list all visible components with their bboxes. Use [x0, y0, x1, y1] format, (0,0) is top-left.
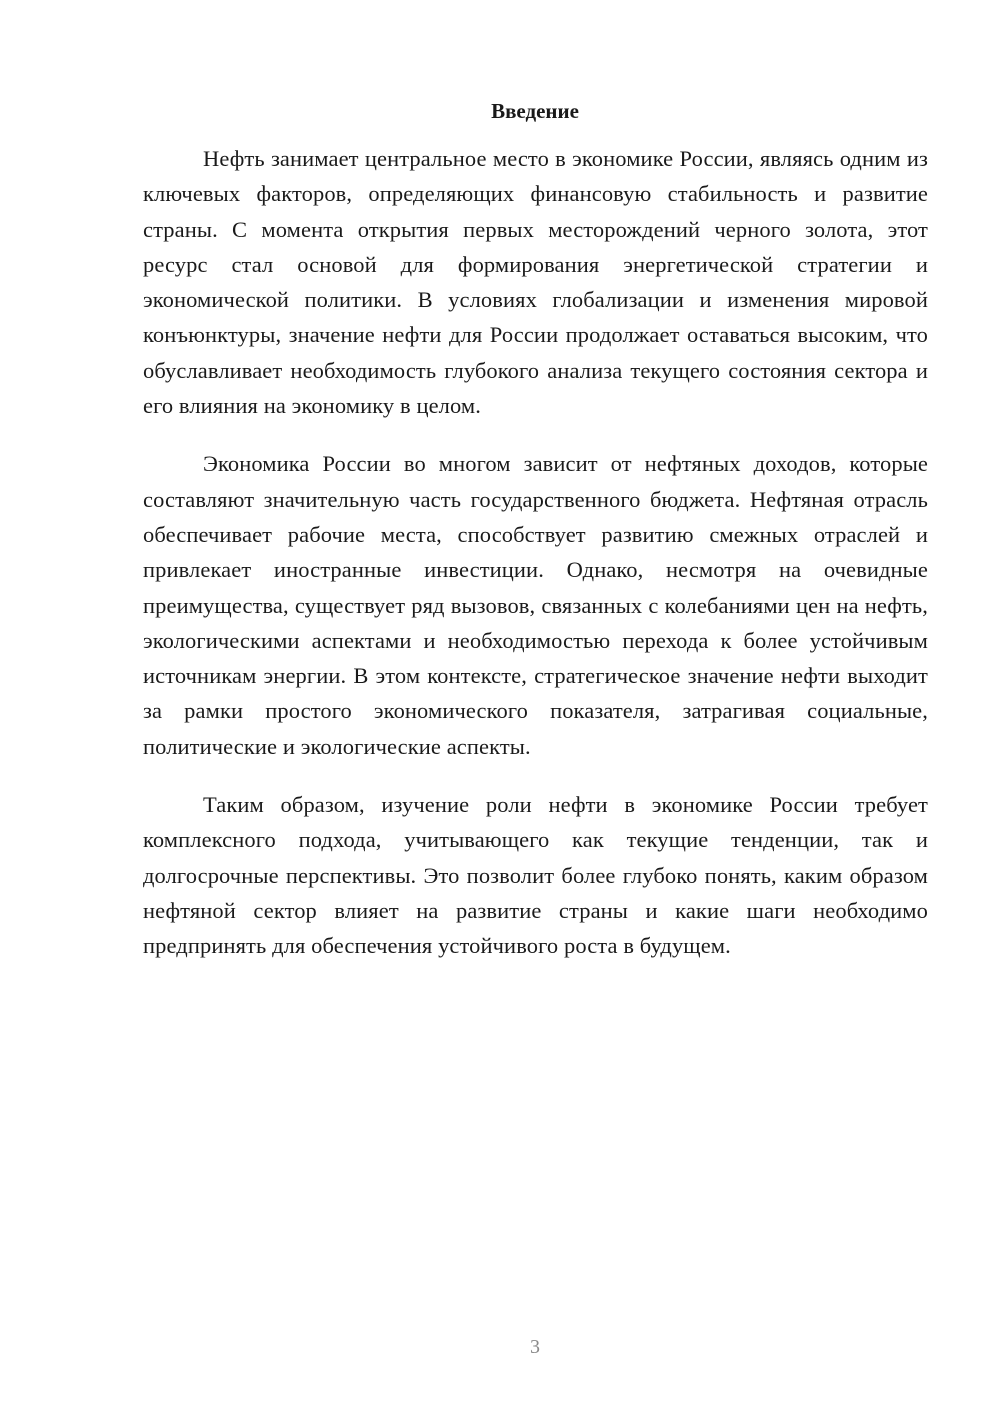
paragraph-1: Нефть занимает центральное место в экономике России, являясь одним из ключевых факторов, определяющих финансовую стабильность и развитие страны. С момента открытия первых месторождений черного золота, этот ресурс стал основой для формирования энергетической стратегии и экономической политики. В условиях глобализации и изменения мировой конъюнктуры, значение нефти для России продолжает оставаться высоким, что обуславливает необходимость глубокого анализа текущего состояния сектора и его влияния на экономику в целом. — [143, 146, 928, 419]
body-text — [143, 141, 928, 987]
paragraph-2: Экономика России во многом зависит от нефтяных доходов, которые составляют значительную часть государственного бюджета. Нефтяная отрасль обеспечивает рабочие места, способствует развитию смежных отраслей и привлекает иностранные инвестиции. Однако, несмотря на очевидные преимущества, существует ряд вызовов, связанных с колебаниями цен на нефть, экологическими аспектами и необходимостью перехода к более устойчивым источникам энергии. В этом контексте, стратегическое значение нефти выходит за рамки простого экономического показателя, затрагивая социальные, политические и экологические аспекты. — [143, 451, 928, 759]
section-title: Введение — [491, 99, 579, 123]
page-number: 3 — [530, 1336, 540, 1358]
paragraph-3: Таким образом, изучение роли нефти в экономике России требует комплексного подхода, учитывающего как текущие тенденции, так и долгосрочные перспективы. Это позволит более глубоко понять, каким образом нефтяной сектор влияет на развитие страны и какие шаги необходимо предпринять для обеспечения устойчивого роста в будущем. — [143, 792, 928, 959]
